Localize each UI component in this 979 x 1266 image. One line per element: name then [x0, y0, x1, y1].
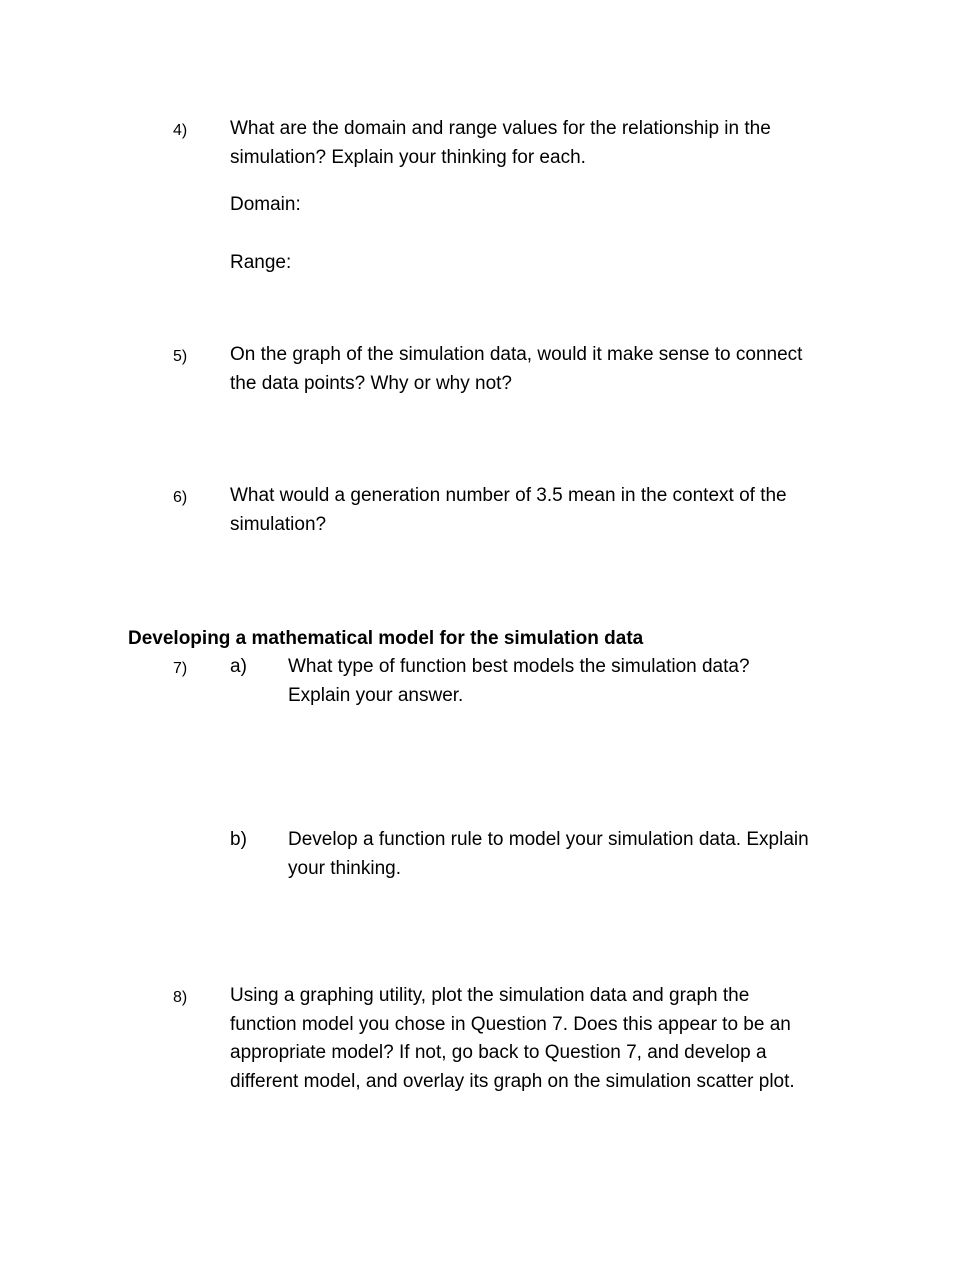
- question-4-domain-label: Domain:: [230, 194, 301, 215]
- section-heading: Developing a mathematical model for the simulation data: [128, 628, 644, 649]
- question-7a-text: What type of function best models the simulation data? Explain your answer.: [288, 656, 750, 706]
- question-6-number: 6): [173, 489, 188, 506]
- question-4-range-label: Range:: [230, 252, 292, 273]
- question-4-number: 4): [173, 122, 188, 139]
- question-7b-label: b): [230, 829, 247, 850]
- question-5-text: On the graph of the simulation data, would it make sense to connect the data points? Why or why not?: [230, 344, 803, 394]
- question-5-number: 5): [173, 348, 188, 365]
- question-7a-label: a): [230, 656, 247, 677]
- question-7-number: 7): [173, 660, 188, 677]
- question-8-number: 8): [173, 989, 188, 1006]
- question-8-text: Using a graphing utility, plot the simulation data and graph the function model you chose in Question 7. Does this appear to be an appropriate model? If not, go back to Question 7, and develop a different model, and overlay its graph on the simulation scatter plot.: [230, 985, 795, 1092]
- question-6-text: What would a generation number of 3.5 mean in the context of the simulation?: [230, 485, 787, 535]
- question-4-text: What are the domain and range values for the relationship in the simulation? Explain your thinking for each.: [230, 118, 771, 168]
- question-7b-text: Develop a function rule to model your simulation data. Explain your thinking.: [288, 829, 809, 879]
